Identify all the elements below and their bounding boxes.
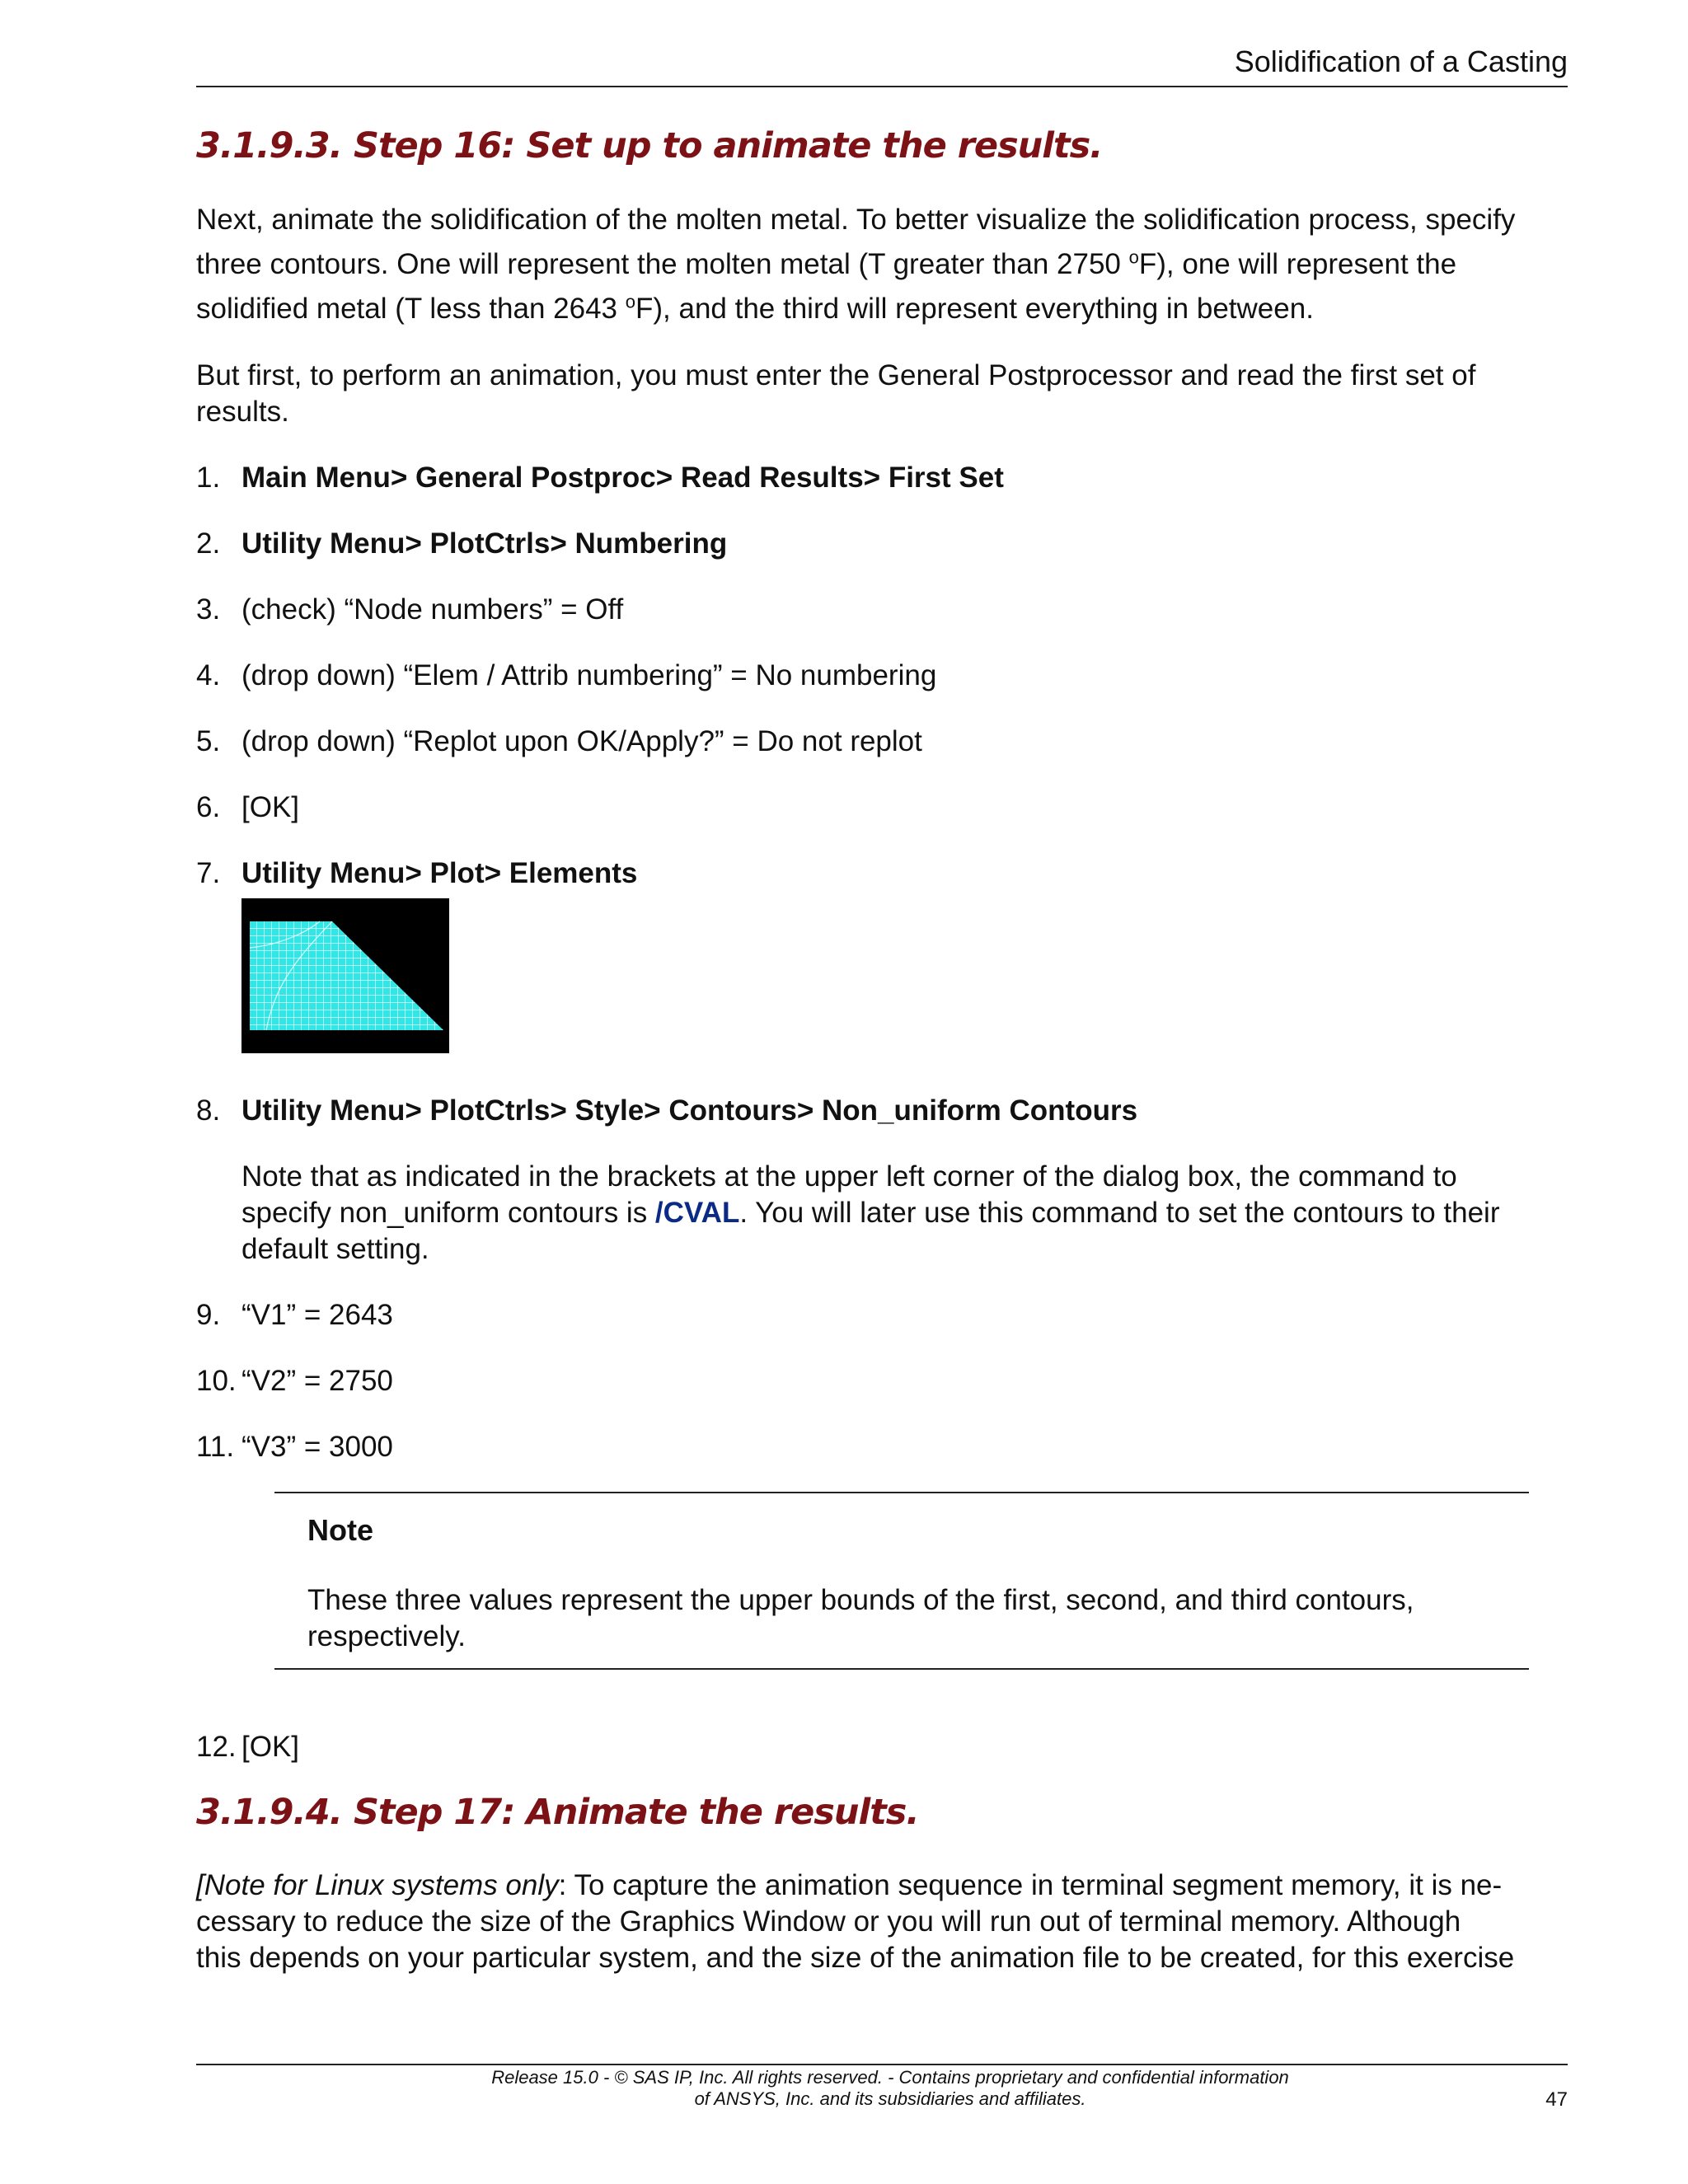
step-number: 3. xyxy=(196,593,221,626)
note-bottom-rule xyxy=(274,1668,1529,1670)
step-text: “V3” = 3000 xyxy=(241,1431,393,1463)
header-rule xyxy=(196,86,1568,87)
linux-note-lead: [Note for Linux systems only xyxy=(196,1869,559,1901)
section-heading-step-16: 3.1.9.3. Step 16: Set up to animate the results. xyxy=(196,125,1103,166)
note-title: Note xyxy=(307,1513,373,1547)
cval-command-link[interactable]: /CVAL xyxy=(654,1197,740,1229)
degree-superscript: o xyxy=(1128,246,1139,268)
element-plot-thumbnail xyxy=(241,898,449,1053)
step-text: “V1” = 2643 xyxy=(241,1299,393,1331)
footer-line-2: of ANSYS, Inc. and its subsidiaries and affiliates. xyxy=(694,2088,1086,2109)
step-number: 6. xyxy=(196,791,221,823)
step-number: 12. xyxy=(196,1731,237,1763)
linux-note-line-3: this depends on your particular system, and the size of the animation file to be created, for this exercise xyxy=(196,1942,1515,1974)
step-text: (check) “Node numbers” = Off xyxy=(241,593,624,626)
casting-mesh-shape xyxy=(250,921,443,1030)
menu-path: Utility Menu> PlotCtrls> Style> Contours> Non_uniform Contours xyxy=(241,1094,1138,1127)
intro-line-2-end: F), one will represent the xyxy=(1138,248,1457,280)
menu-path: Utility Menu> Plot> Elements xyxy=(241,857,638,889)
note-text-start: Note that as indicated in the brackets at the upper left corner of the dialog box, the command to specify non_uniform contours is xyxy=(241,1160,1457,1229)
step-number: 2. xyxy=(196,527,221,560)
intro-line-3-start: solidified metal (T less than 2643 xyxy=(196,293,626,325)
step-text: (drop down) “Replot upon OK/Apply?” = Do not replot xyxy=(241,725,922,757)
step-text: (drop down) “Elem / Attrib numbering” = No numbering xyxy=(241,659,937,691)
menu-path: Main Menu> General Postproc> Read Results> First Set xyxy=(241,462,1004,494)
step-text: “V2” = 2750 xyxy=(241,1365,393,1397)
linux-note-line-1-rest: : To capture the animation sequence in terminal segment memory, it is ne- xyxy=(558,1869,1503,1901)
intro-line-3 xyxy=(196,287,1548,331)
intro-line-2-start: three contours. One will represent the molten metal (T greater than 2750 xyxy=(196,248,1129,280)
menu-path: Utility Menu> PlotCtrls> Numbering xyxy=(241,527,728,560)
linux-note-paragraph xyxy=(196,1868,1548,1976)
footer-copyright xyxy=(412,2067,1368,2110)
step-number: 11. xyxy=(196,1431,235,1463)
step-number: 10. xyxy=(196,1365,237,1397)
step-text: [OK] xyxy=(241,1731,300,1763)
step-number: 9. xyxy=(196,1299,221,1331)
footer-line-1: Release 15.0 - © SAS IP, Inc. All rights reserved. - Contains proprietary and confidential information xyxy=(491,2067,1289,2088)
section-heading-step-17: 3.1.9.4. Step 17: Animate the results. xyxy=(196,1792,919,1833)
linux-note-line-2: cessary to reduce the size of the Graphics Window or you will run out of terminal memory. Although xyxy=(196,1905,1461,1938)
postprocessor-paragraph: But first, to perform an animation, you must enter the General Postprocessor and read the first set of results. xyxy=(196,359,1476,428)
step-8-note xyxy=(241,1159,1544,1268)
linux-note-line-1 xyxy=(196,1868,1548,1904)
intro-line-2 xyxy=(196,242,1548,287)
intro-paragraph xyxy=(196,198,1548,331)
step-text: [OK] xyxy=(241,791,300,823)
step-number: 4. xyxy=(196,659,221,691)
running-header: Solidification of a Casting xyxy=(1234,45,1568,78)
step-number: 1. xyxy=(196,462,221,494)
note-top-rule xyxy=(274,1492,1529,1493)
intro-line-3-end: F), and the third will represent everything in between. xyxy=(635,293,1314,325)
footer-rule xyxy=(196,2064,1568,2065)
intro-line-1: Next, animate the solidification of the molten metal. To better visualize the solidification process, specify xyxy=(196,204,1516,236)
mesh-plot-svg xyxy=(241,898,449,1053)
degree-superscript: o xyxy=(625,291,635,312)
step-number: 5. xyxy=(196,725,221,757)
note-text-end: . You will later use this command to set the contours to their default setting. xyxy=(241,1197,1500,1265)
step-number: 7. xyxy=(196,857,221,889)
page-number: 47 xyxy=(1545,2088,1568,2111)
note-body: These three values represent the upper bounds of the first, second, and third contours, respectively. xyxy=(307,1584,1414,1652)
step-number: 8. xyxy=(196,1094,221,1127)
